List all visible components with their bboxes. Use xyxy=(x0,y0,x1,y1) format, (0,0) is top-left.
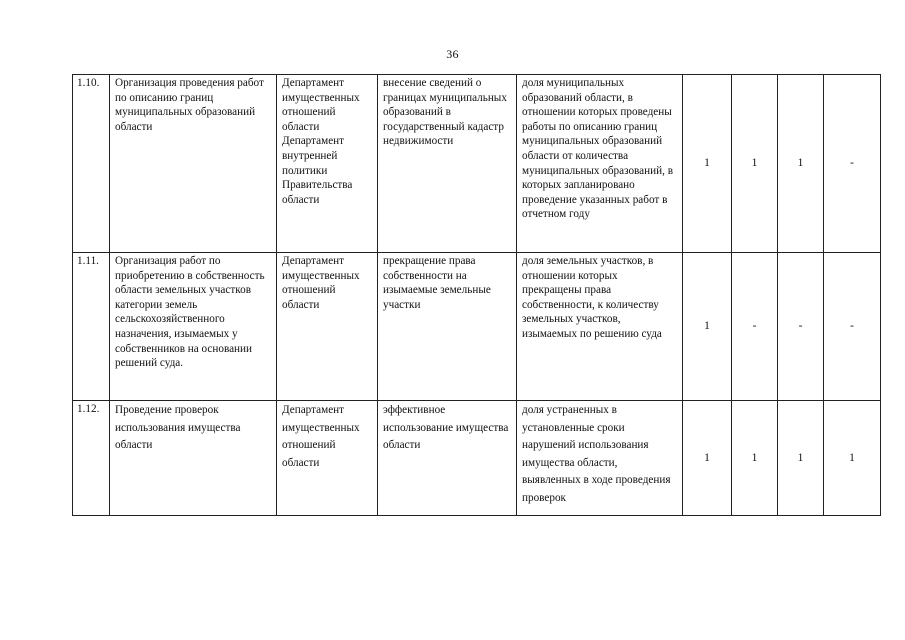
result-cell: эффективное использование имущества области xyxy=(378,401,517,516)
activity-cell: Проведение проверок использования имущества области xyxy=(110,401,277,516)
value-cell-2: 1 xyxy=(732,401,778,516)
activity-cell: Организация проведения работ по описанию границ муниципальных образований области xyxy=(110,75,277,253)
indicator-cell: доля устраненных в установленные сроки нарушений использования имущества области, выявленных в ходе проведения проверок xyxy=(517,401,683,516)
indicator-cell: доля земельных участков, в отношении которых прекращены права собственности, к количеству земельных участков, изымаемых по решению суда xyxy=(517,253,683,401)
row-number: 1.10. xyxy=(73,75,110,253)
value-cell-4: 1 xyxy=(824,401,881,516)
table-row xyxy=(73,401,881,516)
value-cell-1: 1 xyxy=(683,253,732,401)
result-cell: прекращение права собственности на изымаемые земельные участки xyxy=(378,253,517,401)
value-cell-3: - xyxy=(778,253,824,401)
page-number: 36 xyxy=(446,47,459,61)
value-cell-3: 1 xyxy=(778,401,824,516)
table-row xyxy=(73,75,881,253)
executor-cell: Департамент имущественных отношений области Департамент внутренней политики Правительства области xyxy=(277,75,378,253)
executor-cell: Департамент имущественных отношений области xyxy=(277,401,378,516)
value-cell-2: 1 xyxy=(732,75,778,253)
row-number: 1.11. xyxy=(73,253,110,401)
row-number: 1.12. xyxy=(73,401,110,516)
executor-cell: Департамент имущественных отношений области xyxy=(277,253,378,401)
activity-cell: Организация работ по приобретению в собственность области земельных участков категории земель сельскохозяйственного назначения, изымаемых у собственников на основании решений суда. xyxy=(110,253,277,401)
activities-table xyxy=(72,74,881,516)
value-cell-1: 1 xyxy=(683,75,732,253)
table-row xyxy=(73,253,881,401)
value-cell-4: - xyxy=(824,75,881,253)
indicator-cell: доля муниципальных образований области, в отношении которых проведены работы по описанию границ муниципальных образований области от количества муниципальных образований, в которых запланировано проведение указанных работ в отчетном году xyxy=(517,75,683,253)
value-cell-3: 1 xyxy=(778,75,824,253)
result-cell: внесение сведений о границах муниципальных образований в государственный кадастр недвижимости xyxy=(378,75,517,253)
value-cell-2: - xyxy=(732,253,778,401)
value-cell-1: 1 xyxy=(683,401,732,516)
value-cell-4: - xyxy=(824,253,881,401)
